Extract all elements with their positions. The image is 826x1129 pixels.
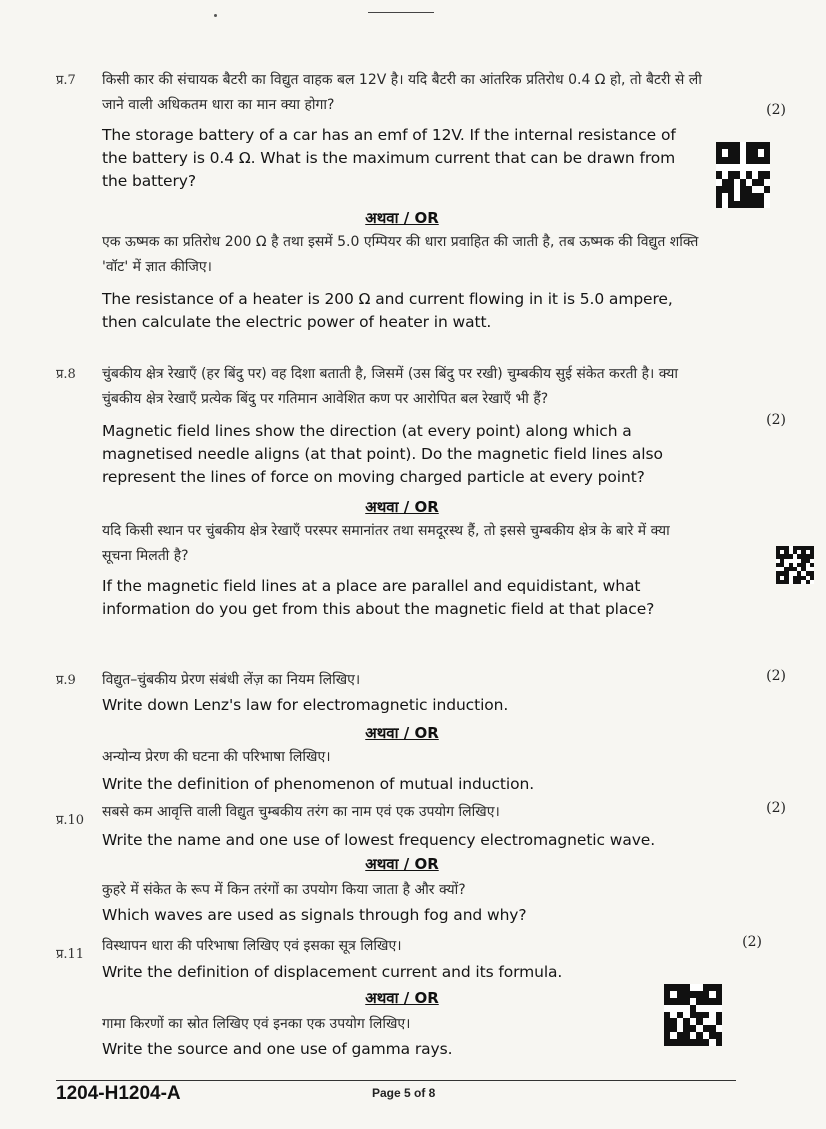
or-divider: अथवा / OR (365, 209, 439, 227)
or-divider: अथवा / OR (365, 724, 439, 742)
qr-code (716, 142, 770, 208)
qr-code (776, 546, 814, 584)
question-marks: (2) (766, 668, 786, 684)
alternate-text-hindi: एक ऊष्मक का प्रतिरोध 200 Ω है तथा इसमें 5.0 एम्पियर की धारा प्रवाहित की जाती है, तब ऊष्मक की विद्युत शक्ति 'वॉट' में ज्ञात कीजिए। (102, 234, 699, 275)
alternate-text-hindi: यदि किसी स्थान पर चुंबकीय क्षेत्र रेखाएँ परस्पर समानांतर तथा समदूरस्थ हैं, तो इससे चुम्बकीय क्षेत्र के बारे में क्या सूचना मिलती है? (102, 523, 670, 564)
question-marks: (2) (766, 412, 786, 428)
or-divider: अथवा / OR (365, 498, 439, 516)
question-text-english: Magnetic field lines show the direction (at every point) along which a magnetised needle aligns (at that point). Do the magnetic field lines also represent the lines of force on moving charged particle at every point? (102, 422, 663, 486)
question-text-english: The storage battery of a car has an emf of 12V. If the internal resistance of the battery is 0.4 Ω. What is the maximum current that can be drawn from the battery? (102, 126, 676, 190)
footer-rule (56, 1080, 736, 1081)
question-text-english: Write the name and one use of lowest frequency electromagnetic wave. (102, 831, 656, 849)
qr-code (664, 984, 722, 1046)
scan-speck (214, 14, 217, 17)
alternate-text-english: Which waves are used as signals through fog and why? (102, 906, 527, 924)
question-number: प्र.9 (56, 673, 76, 688)
question-text-english: Write down Lenz's law for electromagnetic induction. (102, 696, 509, 714)
question-marks: (2) (766, 800, 786, 816)
question-10 (56, 800, 786, 927)
or-divider: अथवा / OR (365, 989, 439, 1007)
question-number: प्र.10 (56, 813, 85, 828)
top-rule (368, 12, 434, 13)
question-number: प्र.7 (56, 73, 76, 88)
question-marks: (2) (766, 102, 786, 118)
alternate-text-hindi: कुहरे में संकेत के रूप में किन तरंगों का उपयोग किया जाता है और क्यों? (102, 882, 466, 898)
alternate-text-english: The resistance of a heater is 200 Ω and current flowing in it is 5.0 ampere, then calculate the electric power of heater in watt. (102, 290, 673, 331)
question-text-hindi: विद्युत–चुंबकीय प्रेरण संबंधी लेंज़ का नियम लिखिए। (102, 672, 361, 688)
question-number: प्र.8 (56, 367, 76, 382)
alternate-text-hindi: अन्योन्य प्रेरण की घटना की परिभाषा लिखिए। (102, 749, 331, 765)
question-9 (56, 668, 786, 796)
question-text-english: Write the definition of displacement current and its formula. (102, 963, 563, 981)
question-text-hindi: विस्थापन धारा की परिभाषा लिखिए एवं इसका सूत्र लिखिए। (102, 938, 402, 954)
question-text-hindi: सबसे कम आवृत्ति वाली विद्युत चुम्बकीय तरंग का नाम एवं एक उपयोग लिखिए। (102, 804, 500, 820)
alternate-text-english: Write the source and one use of gamma rays. (102, 1040, 453, 1058)
question-7 (56, 68, 786, 334)
page-number: Page 5 of 8 (372, 1086, 436, 1100)
alternate-text-english: Write the definition of phenomenon of mutual induction. (102, 775, 535, 793)
alternate-text-hindi: गामा किरणों का स्रोत लिखिए एवं इनका एक उपयोग लिखिए। (102, 1016, 411, 1032)
or-divider: अथवा / OR (365, 855, 439, 873)
paper-code: 1204-H1204-A (56, 1083, 181, 1104)
question-marks: (2) (742, 934, 762, 950)
alternate-text-english: If the magnetic field lines at a place are parallel and equidistant, what information do you get from this about the magnetic field at that place? (102, 577, 655, 618)
question-number: प्र.11 (56, 947, 85, 962)
question-text-hindi: चुंबकीय क्षेत्र रेखाएँ (हर बिंदु पर) वह दिशा बताती है, जिसमें (उस बिंदु पर रखी) चुम्बकीय सुई संकेत करती है। क्या चुंबकीय क्षेत्र रेखाएँ प्रत्येक बिंदु पर गतिमान आवेशित कण पर आरोपित बल रेखाएँ भी हैं? (102, 366, 678, 407)
question-8 (56, 362, 786, 621)
question-text-hindi: किसी कार की संचायक बैटरी का विद्युत वाहक बल 12V है। यदि बैटरी का आंतरिक प्रतिरोध 0.4 Ω हो, तो बैटरी से ली जाने वाली अधिकतम धारा का मान क्या होगा? (102, 72, 702, 113)
